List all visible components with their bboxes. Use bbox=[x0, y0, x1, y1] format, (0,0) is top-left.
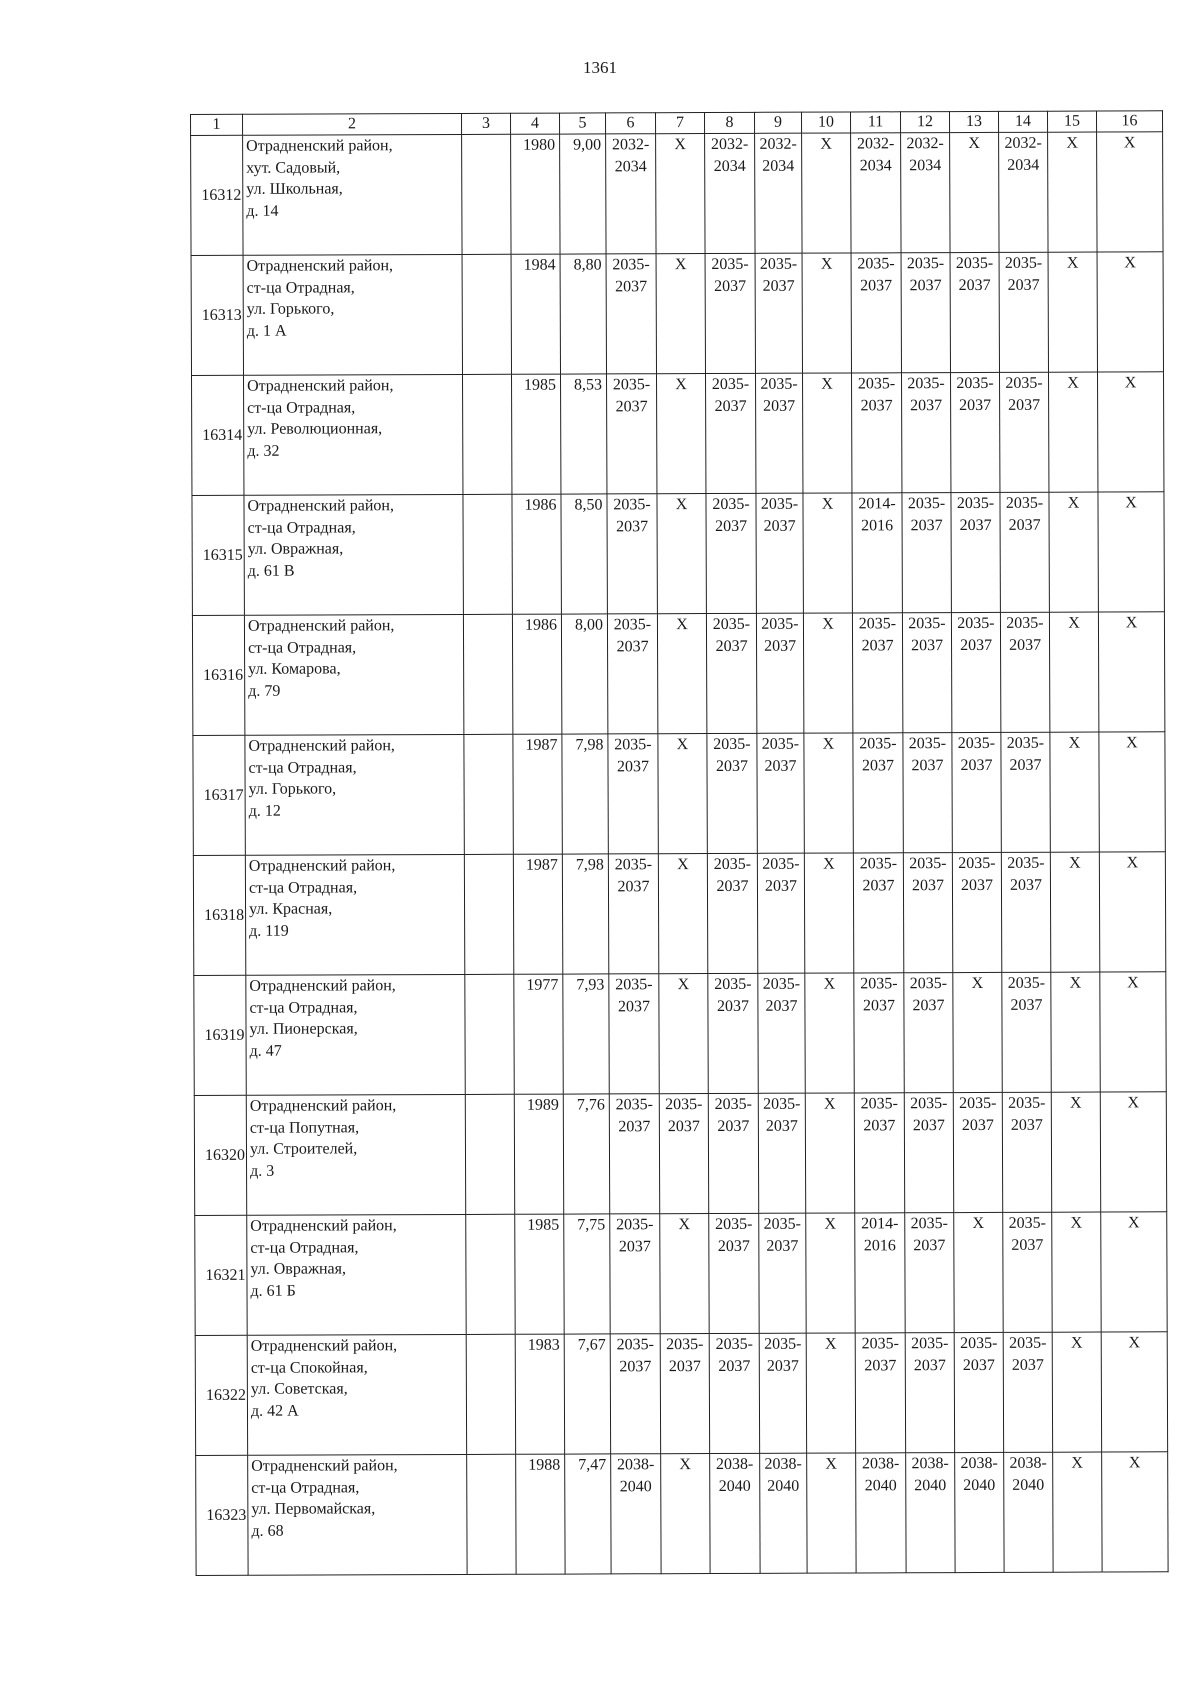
value-cell: 8,53 bbox=[561, 374, 607, 494]
period-cell: 2035- 2037 bbox=[904, 973, 953, 1093]
record-id: 16314 bbox=[192, 375, 244, 495]
period-cell: 2035- 2037 bbox=[1001, 852, 1050, 972]
period-cell: 2035- 2037 bbox=[706, 493, 756, 613]
value-cell: 9,00 bbox=[560, 134, 606, 254]
not-applicable-cell: X bbox=[1101, 1332, 1167, 1452]
record-id: 16322 bbox=[195, 1335, 247, 1455]
column-header-12: 12 bbox=[900, 112, 949, 133]
period-cell: 2035- 2037 bbox=[609, 974, 659, 1094]
period-cell: 2035- 2037 bbox=[903, 733, 952, 853]
address-line: ул. Советская, bbox=[250, 1380, 348, 1398]
period-cell: 2035- 2037 bbox=[709, 1333, 759, 1453]
not-applicable-cell: X bbox=[1098, 612, 1164, 732]
year-cell: 1987 bbox=[513, 734, 562, 854]
year-cell: 1988 bbox=[516, 1454, 565, 1574]
value-cell: 8,50 bbox=[561, 494, 607, 614]
not-applicable-cell: X bbox=[656, 254, 705, 374]
not-applicable-cell: X bbox=[1100, 972, 1166, 1092]
address-line: д. 119 bbox=[249, 922, 289, 940]
value-cell: 7,75 bbox=[564, 1214, 610, 1334]
period-cell: 2035- 2037 bbox=[1003, 1332, 1052, 1452]
address-line: Отрадненский район, bbox=[248, 737, 395, 755]
value-cell: 7,98 bbox=[562, 734, 608, 854]
period-cell: 2035- 2037 bbox=[610, 1214, 660, 1334]
not-applicable-cell: X bbox=[1101, 1212, 1167, 1332]
not-applicable-cell: X bbox=[1097, 132, 1163, 252]
value-cell: 7,76 bbox=[563, 1094, 609, 1214]
period-cell: 2035- 2037 bbox=[756, 493, 803, 613]
column-header-15: 15 bbox=[1047, 111, 1096, 132]
year-cell: 1986 bbox=[512, 494, 561, 614]
address-line: д. 61 Б bbox=[250, 1282, 296, 1300]
address-line: Отрадненский район, bbox=[247, 497, 394, 515]
address-line: д. 61 В bbox=[247, 562, 295, 580]
column-header-5: 5 bbox=[559, 113, 605, 134]
value-cell: 7,98 bbox=[562, 854, 608, 974]
not-applicable-cell: X bbox=[802, 253, 851, 373]
not-applicable-cell: X bbox=[950, 132, 999, 252]
period-cell: 2035- 2037 bbox=[952, 852, 1001, 972]
address-line: Отрадненский район, bbox=[249, 977, 396, 995]
period-cell: 2035- 2037 bbox=[851, 373, 901, 493]
not-applicable-cell: X bbox=[1048, 132, 1097, 252]
period-cell: 2035- 2037 bbox=[853, 853, 903, 973]
period-cell: 2035- 2037 bbox=[854, 1093, 904, 1213]
record-id: 16316 bbox=[192, 615, 244, 735]
table-row bbox=[195, 1332, 1167, 1456]
address-line: ст-ца Отрадная, bbox=[248, 638, 357, 657]
address-line: ст-ца Спокойная, bbox=[250, 1358, 368, 1377]
record-id: 16315 bbox=[192, 495, 244, 615]
period-cell: 2035- 2037 bbox=[759, 1333, 806, 1453]
year-cell: 1985 bbox=[515, 1214, 564, 1334]
register-table-body bbox=[191, 111, 1169, 1576]
not-applicable-cell: X bbox=[1097, 372, 1163, 492]
address-line: д. 68 bbox=[251, 1522, 284, 1540]
column-3-cell bbox=[465, 974, 514, 1094]
period-cell: 2035- 2037 bbox=[1001, 732, 1050, 852]
record-id: 16321 bbox=[195, 1215, 247, 1335]
table-row bbox=[192, 372, 1164, 496]
column-3-cell bbox=[462, 254, 511, 374]
not-applicable-cell: X bbox=[658, 854, 707, 974]
record-id: 16318 bbox=[193, 855, 245, 975]
column-header-13: 13 bbox=[949, 111, 998, 132]
value-cell: 7,67 bbox=[564, 1334, 610, 1454]
period-cell: 2035- 2037 bbox=[1002, 1092, 1051, 1212]
address-cell bbox=[246, 974, 465, 1095]
address-cell bbox=[243, 254, 462, 375]
not-applicable-cell: X bbox=[1049, 612, 1098, 732]
period-cell: 2038- 2040 bbox=[906, 1453, 955, 1573]
not-applicable-cell: X bbox=[657, 494, 706, 614]
not-applicable-cell: X bbox=[806, 1333, 855, 1453]
period-cell: 2014- 2016 bbox=[855, 1213, 905, 1333]
period-cell: 2032- 2034 bbox=[755, 133, 802, 253]
not-applicable-cell: X bbox=[657, 614, 706, 734]
not-applicable-cell: X bbox=[657, 374, 706, 494]
period-cell: 2035- 2037 bbox=[755, 373, 802, 493]
period-cell: 2035- 2037 bbox=[758, 1093, 805, 1213]
not-applicable-cell: X bbox=[1053, 1452, 1102, 1572]
address-cell bbox=[247, 1334, 466, 1455]
address-line: ул. Комарова, bbox=[248, 660, 341, 678]
address-line: Отрадненский район, bbox=[248, 857, 396, 875]
year-cell: 1986 bbox=[512, 614, 561, 734]
not-applicable-cell: X bbox=[1099, 732, 1165, 852]
period-cell: 2035- 2037 bbox=[853, 733, 903, 853]
address-cell bbox=[246, 1094, 465, 1215]
address-line: ст-ца Отрадная, bbox=[247, 518, 356, 537]
year-cell: 1983 bbox=[515, 1334, 564, 1454]
period-cell: 2035- 2037 bbox=[901, 373, 950, 493]
table-row bbox=[194, 1092, 1166, 1216]
not-applicable-cell: X bbox=[660, 1214, 709, 1334]
period-cell: 2035- 2037 bbox=[902, 613, 951, 733]
period-cell: 2035- 2037 bbox=[708, 1093, 758, 1213]
year-cell: 1985 bbox=[512, 374, 561, 494]
table-row bbox=[196, 1452, 1168, 1576]
period-cell: 2035- 2037 bbox=[999, 372, 1048, 492]
column-header-11: 11 bbox=[850, 112, 900, 133]
address-line: ст-ца Отрадная, bbox=[247, 398, 356, 417]
not-applicable-cell: X bbox=[1050, 852, 1099, 972]
period-cell: 2035- 2037 bbox=[758, 973, 805, 1093]
column-header-16: 16 bbox=[1096, 111, 1162, 132]
record-id: 16323 bbox=[196, 1455, 248, 1575]
period-cell: 2035- 2037 bbox=[708, 973, 758, 1093]
period-cell: 2035- 2037 bbox=[950, 372, 999, 492]
period-cell: 2035- 2037 bbox=[953, 1092, 1002, 1212]
period-cell: 2035- 2037 bbox=[706, 373, 756, 493]
address-line: ул. Революционная, bbox=[247, 420, 383, 438]
period-cell: 2035- 2037 bbox=[757, 733, 804, 853]
period-cell: 2035- 2037 bbox=[705, 253, 755, 373]
period-cell: 2035- 2037 bbox=[707, 733, 757, 853]
not-applicable-cell: X bbox=[802, 373, 851, 493]
not-applicable-cell: X bbox=[1100, 1092, 1166, 1212]
not-applicable-cell: X bbox=[805, 973, 854, 1093]
address-line: ул. Строителей, bbox=[249, 1140, 358, 1158]
not-applicable-cell: X bbox=[803, 493, 852, 613]
address-line: ул. Первомайская, bbox=[251, 1500, 376, 1518]
period-cell: 2035- 2037 bbox=[905, 1333, 954, 1453]
period-cell: 2032- 2034 bbox=[606, 134, 656, 254]
address-cell bbox=[243, 134, 462, 255]
address-cell bbox=[244, 614, 463, 735]
address-line: ст-ца Отрадная, bbox=[251, 1478, 360, 1497]
not-applicable-cell: X bbox=[1048, 252, 1097, 372]
value-cell: 7,47 bbox=[565, 1454, 611, 1574]
period-cell: 2035- 2037 bbox=[954, 1332, 1003, 1452]
period-cell: 2035- 2037 bbox=[951, 492, 1000, 612]
column-header-14: 14 bbox=[998, 111, 1047, 132]
year-cell: 1989 bbox=[514, 1094, 563, 1214]
address-line: ст-ца Отрадная, bbox=[246, 278, 355, 297]
table-row bbox=[195, 1212, 1167, 1336]
period-cell: 2035- 2037 bbox=[757, 853, 804, 973]
period-cell: 2035- 2037 bbox=[709, 1213, 759, 1333]
period-cell: 2038- 2040 bbox=[955, 1452, 1004, 1572]
period-cell: 2035- 2037 bbox=[756, 613, 803, 733]
table-row bbox=[191, 132, 1163, 256]
period-cell: 2035- 2037 bbox=[608, 854, 658, 974]
column-header-6: 6 bbox=[605, 113, 655, 134]
period-cell: 2035- 2037 bbox=[607, 494, 657, 614]
table-row bbox=[192, 492, 1164, 616]
record-id: 16313 bbox=[191, 255, 243, 375]
column-3-cell bbox=[463, 374, 512, 494]
address-cell bbox=[247, 1214, 466, 1335]
address-line: Отрадненский район, bbox=[250, 1337, 398, 1355]
column-3-cell bbox=[462, 134, 511, 254]
column-header-1: 1 bbox=[191, 114, 243, 135]
address-line: д. 12 bbox=[248, 802, 281, 820]
period-cell: 2035- 2037 bbox=[1000, 612, 1049, 732]
not-applicable-cell: X bbox=[1097, 252, 1163, 372]
column-3-cell bbox=[463, 494, 512, 614]
document-sheet bbox=[190, 110, 1168, 1580]
address-line: ст-ца Отрадная, bbox=[250, 1238, 359, 1257]
value-cell: 7,93 bbox=[563, 974, 609, 1094]
column-3-cell bbox=[464, 854, 513, 974]
not-applicable-cell: X bbox=[1049, 492, 1098, 612]
column-header-7: 7 bbox=[655, 113, 704, 134]
address-line: д. 47 bbox=[249, 1042, 282, 1060]
address-line: ул. Школьная, bbox=[246, 180, 343, 198]
value-cell: 8,80 bbox=[560, 254, 606, 374]
not-applicable-cell: X bbox=[656, 134, 705, 254]
column-3-cell bbox=[466, 1334, 515, 1454]
table-row bbox=[193, 732, 1165, 856]
not-applicable-cell: X bbox=[806, 1213, 855, 1333]
period-cell: 2038- 2040 bbox=[611, 1454, 661, 1574]
period-cell: 2035- 2037 bbox=[1003, 1212, 1052, 1332]
period-cell: 2035- 2037 bbox=[999, 252, 1048, 372]
column-3-cell bbox=[463, 614, 512, 734]
not-applicable-cell: X bbox=[1098, 492, 1164, 612]
address-line: Отрадненский район, bbox=[247, 617, 395, 635]
column-header-3: 3 bbox=[461, 113, 510, 134]
not-applicable-cell: X bbox=[1052, 1332, 1101, 1452]
period-cell: 2035- 2037 bbox=[707, 853, 757, 973]
period-cell: 2035- 2037 bbox=[610, 1334, 660, 1454]
record-id: 16319 bbox=[194, 975, 246, 1095]
address-cell bbox=[245, 734, 464, 855]
address-line: д. 42 А bbox=[250, 1402, 299, 1420]
column-header-9: 9 bbox=[754, 112, 801, 133]
address-line: ст-ца Отрадная, bbox=[248, 758, 357, 777]
year-cell: 1980 bbox=[511, 134, 560, 254]
address-cell bbox=[248, 1454, 467, 1575]
period-cell: 2035- 2037 bbox=[755, 253, 802, 373]
value-cell: 8,00 bbox=[561, 614, 607, 734]
address-line: ул. Горького, bbox=[248, 780, 337, 798]
address-line: хут. Садовый, bbox=[246, 158, 341, 177]
not-applicable-cell: X bbox=[953, 972, 1002, 1092]
address-cell bbox=[245, 854, 464, 975]
column-3-cell bbox=[465, 1094, 514, 1214]
period-cell: 2035- 2037 bbox=[660, 1334, 709, 1454]
address-cell bbox=[244, 494, 463, 615]
period-cell: 2035- 2037 bbox=[903, 853, 952, 973]
address-line: Отрадненский район, bbox=[247, 377, 394, 395]
column-3-cell bbox=[467, 1454, 516, 1574]
period-cell: 2035- 2037 bbox=[904, 1093, 953, 1213]
period-cell: 2035- 2037 bbox=[851, 253, 901, 373]
address-line: д. 79 bbox=[248, 682, 281, 700]
address-line: Отрадненский район, bbox=[246, 257, 394, 275]
not-applicable-cell: X bbox=[1051, 1092, 1100, 1212]
not-applicable-cell: X bbox=[805, 1093, 854, 1213]
period-cell: 2035- 2037 bbox=[905, 1213, 954, 1333]
table-row bbox=[192, 612, 1164, 736]
address-line: д. 32 bbox=[247, 442, 280, 460]
period-cell: 2035- 2037 bbox=[855, 1333, 905, 1453]
period-cell: 2035- 2037 bbox=[901, 253, 950, 373]
address-line: ст-ца Отрадная, bbox=[249, 998, 358, 1017]
not-applicable-cell: X bbox=[807, 1453, 856, 1573]
column-3-cell bbox=[464, 734, 513, 854]
period-cell: 2035- 2037 bbox=[952, 732, 1001, 852]
period-cell: 2035- 2037 bbox=[902, 493, 951, 613]
period-cell: 2035- 2037 bbox=[759, 1213, 806, 1333]
address-line: Отрадненский район, bbox=[250, 1217, 397, 1235]
column-header-10: 10 bbox=[801, 112, 850, 133]
period-cell: 2035- 2037 bbox=[950, 252, 999, 372]
not-applicable-cell: X bbox=[802, 133, 851, 253]
period-cell: 2035- 2037 bbox=[609, 1094, 659, 1214]
not-applicable-cell: X bbox=[661, 1454, 710, 1574]
address-line: ст-ца Попутная, bbox=[249, 1118, 360, 1137]
period-cell: 2035- 2037 bbox=[606, 254, 656, 374]
address-line: д. 14 bbox=[246, 202, 279, 220]
address-line: ст-ца Отрадная, bbox=[248, 878, 358, 897]
address-line: ул. Горького, bbox=[246, 300, 335, 318]
period-cell: 2035- 2037 bbox=[659, 1094, 708, 1214]
record-id: 16312 bbox=[191, 135, 243, 255]
year-cell: 1984 bbox=[511, 254, 560, 374]
table-row bbox=[194, 972, 1166, 1096]
period-cell: 2035- 2037 bbox=[608, 734, 658, 854]
period-cell: 2032- 2034 bbox=[999, 132, 1048, 252]
year-cell: 1987 bbox=[513, 854, 562, 974]
not-applicable-cell: X bbox=[1052, 1212, 1101, 1332]
column-header-2: 2 bbox=[243, 113, 462, 135]
address-line: ул. Овражная, bbox=[247, 540, 344, 558]
page-number: 1361 bbox=[583, 58, 617, 77]
record-id: 16320 bbox=[194, 1095, 246, 1215]
column-3-cell bbox=[466, 1214, 515, 1334]
address-line: ул. Овражная, bbox=[250, 1260, 347, 1278]
address-line: ул. Пионерская, bbox=[249, 1020, 358, 1038]
period-cell: 2035- 2037 bbox=[852, 613, 902, 733]
address-cell bbox=[244, 374, 463, 495]
period-cell: 2035- 2037 bbox=[607, 614, 657, 734]
address-line: Отрадненский район, bbox=[251, 1457, 398, 1475]
table-row bbox=[193, 852, 1165, 976]
not-applicable-cell: X bbox=[1102, 1452, 1168, 1572]
period-cell: 2032- 2034 bbox=[901, 133, 950, 253]
not-applicable-cell: X bbox=[804, 733, 853, 853]
not-applicable-cell: X bbox=[659, 974, 708, 1094]
address-line: Отрадненский район, bbox=[249, 1097, 397, 1115]
not-applicable-cell: X bbox=[1048, 372, 1097, 492]
not-applicable-cell: X bbox=[1050, 732, 1099, 852]
period-cell: 2035- 2037 bbox=[951, 612, 1000, 732]
not-applicable-cell: X bbox=[804, 853, 853, 973]
period-cell: 2038- 2040 bbox=[760, 1453, 807, 1573]
table-row bbox=[191, 252, 1163, 376]
period-cell: 2035- 2037 bbox=[1002, 972, 1051, 1092]
not-applicable-cell: X bbox=[1099, 852, 1165, 972]
address-line: Отрадненский район, bbox=[246, 137, 393, 155]
period-cell: 2038- 2040 bbox=[856, 1453, 906, 1573]
not-applicable-cell: X bbox=[803, 613, 852, 733]
period-cell: 2038- 2040 bbox=[1004, 1452, 1053, 1572]
period-cell: 2035- 2037 bbox=[706, 613, 756, 733]
not-applicable-cell: X bbox=[1051, 972, 1100, 1092]
period-cell: 2038- 2040 bbox=[710, 1453, 760, 1573]
period-cell: 2032- 2034 bbox=[851, 133, 901, 253]
not-applicable-cell: X bbox=[658, 734, 707, 854]
period-cell: 2032- 2034 bbox=[705, 133, 755, 253]
column-header-8: 8 bbox=[704, 112, 754, 133]
column-header-4: 4 bbox=[510, 113, 559, 134]
address-line: д. 3 bbox=[250, 1162, 275, 1180]
year-cell: 1977 bbox=[514, 974, 563, 1094]
address-line: ул. Красная, bbox=[249, 900, 333, 918]
not-applicable-cell: X bbox=[954, 1212, 1003, 1332]
period-cell: 2035- 2037 bbox=[854, 973, 904, 1093]
period-cell: 2035- 2037 bbox=[607, 374, 657, 494]
period-cell: 2035- 2037 bbox=[1000, 492, 1049, 612]
period-cell: 2014- 2016 bbox=[852, 493, 902, 613]
address-line: д. 1 А bbox=[246, 322, 287, 340]
register-table bbox=[190, 110, 1169, 1576]
record-id: 16317 bbox=[193, 735, 245, 855]
